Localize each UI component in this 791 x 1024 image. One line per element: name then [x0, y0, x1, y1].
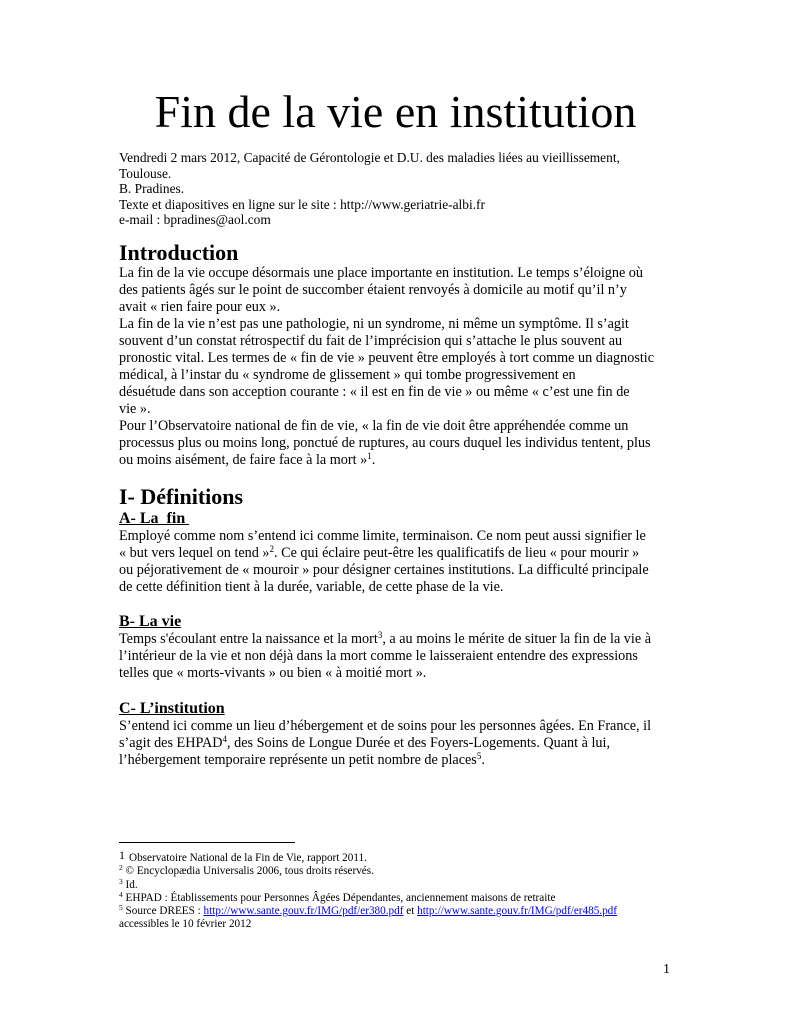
footnote-item [119, 889, 719, 905]
footnote-mark: 1 [119, 848, 125, 862]
meta-line: Toulouse. [119, 165, 172, 181]
paragraph-line: La fin de la vie occupe désormais une place importante en institution. Le temps s’éloigne où [119, 265, 643, 281]
page-number: 1 [663, 962, 670, 977]
meta-line: B. Pradines. [119, 181, 185, 196]
footnote-item [119, 865, 719, 878]
footnote-text: © Encyclopædia Universalis 2006, tous droits réservés. [122, 865, 374, 878]
paragraph-line: désuétude dans son acception courante : « il est en fin de vie » ou même « c’est une fin de [119, 384, 630, 400]
paragraph-line: de cette définition tient à la durée, variable, de cette phase de la vie. [119, 579, 504, 595]
footnote-item: accessibles le 10 février 2012 [119, 918, 252, 931]
line-text: . [481, 752, 485, 768]
line-text: Temps s'écoulant entre la naissance et la mort [119, 631, 378, 647]
footnote-ref: 1 [367, 451, 372, 461]
meta-line: Vendredi 2 mars 2012, Capacité de Gérontologie et D.U. des maladies liées au vieillissement, [119, 150, 620, 165]
paragraph-line: médical, à l’instar du « syndrome de glissement » qui tombe progressivement en [119, 367, 576, 383]
footnote-mark: 3 [119, 876, 123, 886]
line-text: , a au moins le mérite de situer la fin de la vie à [382, 631, 651, 647]
section-c-body [119, 718, 679, 769]
paragraph-line: avait « rien faire pour eux ». [119, 299, 281, 315]
line-text: l’hébergement temporaire représente un petit nombre de places [119, 752, 477, 768]
paragraph-line: vie ». [119, 401, 151, 417]
footnote-item [119, 876, 719, 892]
line-text: ou moins aisément, de faire face à la mort » [119, 452, 368, 468]
paragraph-line [119, 631, 679, 648]
introduction-body [119, 265, 679, 469]
section-c-heading: C- L’institution [119, 700, 225, 717]
footnote-text: EHPAD : Établissements pour Personnes Âgées Dépendantes, anciennement maisons de retraite [122, 891, 556, 904]
footnote-mark: 2 [119, 863, 123, 873]
footnote-text: et [403, 905, 418, 918]
paragraph-line: des patients âgés sur le point de succomber étaient renvoyés à domicile au motif qu’il n’y [119, 282, 627, 298]
line-text: « but vers lequel on tend » [119, 545, 270, 561]
line-text: . [371, 452, 376, 468]
line-text: . Ce qui éclaire peut-être les qualificatifs de lieu « pour mourir » [274, 545, 640, 561]
paragraph-line: ou péjorativement de « mouroir » pour désigner certaines institutions. La difficulté principale [119, 562, 649, 578]
drees-link-er380[interactable]: http://www.sante.gouv.fr/IMG/pdf/er380.pdf [203, 905, 404, 918]
paragraph-line [119, 735, 679, 752]
footnote-mark: 5 [119, 903, 123, 913]
footnote-text: Source DREES : [122, 905, 204, 918]
meta-line: Texte et diapositives en ligne sur le site : http://www.geriatrie-albi.fr [119, 196, 485, 212]
introduction-heading: Introduction [119, 240, 239, 265]
footnote-ref: 4 [222, 734, 228, 744]
paragraph-line: La fin de la vie n’est pas une pathologie, ni un syndrome, ni même un symptôme. Il s’agit [119, 316, 629, 332]
line-text: , des Soins de Longue Durée et des Foyers-Logements. Quant à lui, [227, 735, 611, 751]
footnote-text: Observatoire National de la Fin de Vie, rapport 2011. [129, 852, 367, 864]
footnote-divider [119, 842, 295, 843]
footnotes [119, 849, 719, 932]
paragraph-line [119, 452, 679, 469]
meta-line: e-mail : bpradines@aol.com [119, 212, 271, 227]
paragraph-line: Pour l’Observatoire national de fin de vie, « la fin de vie doit être appréhendée comme un [119, 418, 629, 434]
footnote-ref: 5 [476, 751, 482, 761]
section-b-body [119, 631, 679, 682]
paragraph-line [119, 752, 679, 769]
footnote-item [119, 849, 719, 865]
footnote-mark: 4 [119, 889, 123, 899]
document-title: Fin de la vie en institution [154, 86, 637, 137]
paragraph-line: S’entend ici comme un lieu d’hébergement et de soins pour les personnes âgées. En France, il [119, 718, 652, 734]
footnote-ref: 3 [377, 630, 383, 640]
footnote-item [119, 905, 719, 918]
paragraph-line: telles que « morts-vivants » ou bien « à moitié mort ». [119, 665, 427, 681]
definitions-heading: I- Définitions [119, 484, 244, 509]
paragraph-line: l’intérieur de la vie et non déjà dans la mort comme le laisseraient entendre des expressions [119, 648, 638, 664]
footnote-text: Id. [122, 878, 138, 891]
paragraph-line: Employé comme nom s’entend ici comme limite, terminaison. Ce nom peut aussi signifier le [119, 528, 646, 544]
footnote-ref: 2 [269, 544, 275, 554]
drees-link-er485[interactable]: http://www.sante.gouv.fr/IMG/pdf/er485.pdf [417, 905, 617, 918]
paragraph-line: pronostic vital. Les termes de « fin de vie » peuvent être employés à tort comme un diagnostic [119, 350, 655, 366]
paragraph-line: processus plus ou moins long, ponctué de ruptures, au cours duquel les individus tentent, plus [119, 435, 651, 451]
document-meta [119, 150, 679, 228]
section-b-heading: B- La vie [119, 613, 182, 630]
section-a-heading: A- La fin [119, 510, 190, 527]
paragraph-line: souvent d’un constat rétrospectif du fait de l’imprécision qui s’attache le plus souvent au [119, 333, 623, 349]
paragraph-line [119, 545, 679, 562]
line-text: s’agit des EHPAD [119, 735, 223, 751]
section-a-body [119, 528, 679, 596]
